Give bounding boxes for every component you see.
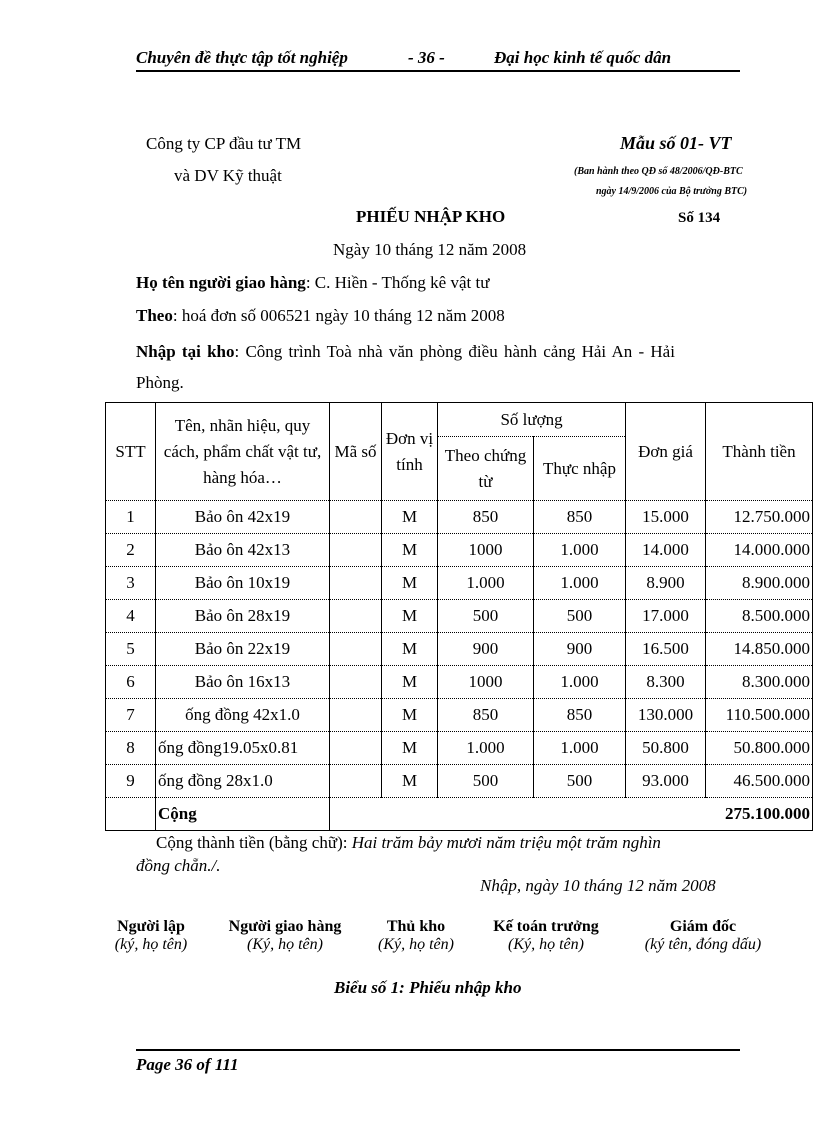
cell-code bbox=[330, 666, 382, 699]
table-row bbox=[106, 633, 813, 666]
form-issued-line1: (Ban hành theo QĐ số 48/2006/QĐ-BTC bbox=[574, 166, 743, 177]
footer-page: Page 36 of 111 bbox=[136, 1055, 239, 1074]
cell-qty-doc: 900 bbox=[438, 633, 534, 666]
col-header-qty-doc-line1: Theo chứng bbox=[444, 445, 527, 465]
cell-amount: 50.800.000 bbox=[706, 732, 813, 765]
words-label: Cộng thành tiền (bằng chữ): bbox=[156, 833, 352, 852]
cell-amount: 46.500.000 bbox=[706, 765, 813, 798]
cell-price: 16.500 bbox=[626, 633, 706, 666]
cell-qty-doc: 850 bbox=[438, 699, 534, 732]
cell-name: Bảo ôn 42x13 bbox=[156, 534, 330, 567]
figure-caption: Biểu số 1: Phiếu nhập kho bbox=[334, 978, 522, 997]
words-line1 bbox=[156, 833, 661, 853]
header-page-number: - 36 - bbox=[408, 48, 445, 67]
cell-name: Bảo ôn 10x19 bbox=[156, 567, 330, 600]
warehouse-value: : Công trình Toà nhà văn phòng điều hành cảng Hải An - Hải bbox=[234, 342, 675, 361]
cell-qty-actual: 1.000 bbox=[534, 666, 626, 699]
total-label: Cộng bbox=[156, 798, 330, 831]
cell-name: ống đồng19.05x0.81 bbox=[156, 732, 330, 765]
cell-qty-actual: 850 bbox=[534, 501, 626, 534]
place-date: Nhập, ngày 10 tháng 12 năm 2008 bbox=[480, 876, 716, 895]
cell-unit: M bbox=[382, 699, 438, 732]
cell-code bbox=[330, 765, 382, 798]
col-header-stt: STT bbox=[106, 403, 156, 501]
warehouse-line bbox=[136, 342, 675, 362]
col-header-price: Đơn giá bbox=[626, 403, 706, 501]
table-row bbox=[106, 765, 813, 798]
cell-qty-doc: 500 bbox=[438, 765, 534, 798]
words-value1: Hai trăm bảy mươi năm triệu một trăm nghìn bbox=[351, 833, 661, 852]
cell-qty-doc: 500 bbox=[438, 600, 534, 633]
table-row bbox=[106, 567, 813, 600]
cell-unit: M bbox=[382, 633, 438, 666]
company-line1: Công ty CP đầu tư TM bbox=[146, 134, 302, 153]
cell-unit: M bbox=[382, 732, 438, 765]
col-header-amount: Thành tiền bbox=[706, 403, 813, 501]
col-header-unit-line2: tính bbox=[396, 454, 423, 474]
goods-table bbox=[105, 402, 813, 831]
cell-qty-actual: 1.000 bbox=[534, 732, 626, 765]
col-header-code: Mã số bbox=[330, 403, 382, 501]
deliverer-line bbox=[136, 273, 489, 293]
cell-name: Bảo ôn 28x19 bbox=[156, 600, 330, 633]
signature-sub: (Ký, họ tên) bbox=[247, 936, 323, 953]
signature-storekeeper bbox=[368, 918, 464, 954]
company-line2: và DV Kỹ thuật bbox=[174, 166, 282, 185]
cell-stt bbox=[106, 798, 156, 831]
cell-name: ống đồng 42x1.0 bbox=[156, 699, 330, 732]
cell-price: 93.000 bbox=[626, 765, 706, 798]
cell-name: Bảo ôn 22x19 bbox=[156, 633, 330, 666]
cell-amount: 14.850.000 bbox=[706, 633, 813, 666]
cell-unit: M bbox=[382, 765, 438, 798]
cell-name: Bảo ôn 16x13 bbox=[156, 666, 330, 699]
cell-amount: 12.750.000 bbox=[706, 501, 813, 534]
cell-stt: 3 bbox=[106, 567, 156, 600]
cell-amount: 8.300.000 bbox=[706, 666, 813, 699]
cell-qty-actual: 1.000 bbox=[534, 534, 626, 567]
cell-stt: 5 bbox=[106, 633, 156, 666]
cell-code bbox=[330, 699, 382, 732]
signature-sub: (ký tên, đóng dấu) bbox=[644, 936, 762, 953]
warehouse-line2: Phòng. bbox=[136, 373, 184, 392]
col-header-name-line2: cách, phẩm chất vật tư, bbox=[163, 441, 322, 461]
basis-label: Theo bbox=[136, 306, 173, 325]
deliverer-value: : C. Hiền - Thống kê vật tư bbox=[305, 273, 490, 292]
deliverer-label: Họ tên người giao hàng bbox=[136, 273, 306, 292]
signature-title: Người lập bbox=[117, 918, 185, 935]
cell-stt: 9 bbox=[106, 765, 156, 798]
cell-qty-actual: 500 bbox=[534, 765, 626, 798]
table-row bbox=[106, 600, 813, 633]
cell-code bbox=[330, 633, 382, 666]
signature-sub: (ký, họ tên) bbox=[114, 936, 188, 953]
signature-chief-accountant bbox=[476, 918, 616, 954]
table-row bbox=[106, 666, 813, 699]
col-header-name-line3: hàng hóa… bbox=[203, 467, 282, 487]
cell-stt: 8 bbox=[106, 732, 156, 765]
cell-price: 8.300 bbox=[626, 666, 706, 699]
cell-price: 50.800 bbox=[626, 732, 706, 765]
cell-price: 8.900 bbox=[626, 567, 706, 600]
col-header-unit-line1: Đơn vị bbox=[385, 428, 434, 448]
form-issued-line2: ngày 14/9/2006 của Bộ trưởng BTC) bbox=[596, 186, 748, 197]
cell-code bbox=[330, 501, 382, 534]
signature-title: Người giao hàng bbox=[228, 918, 342, 935]
cell-name: Bảo ôn 42x19 bbox=[156, 501, 330, 534]
signature-sub: (Ký, họ tên) bbox=[378, 936, 454, 953]
cell-qty-doc: 1.000 bbox=[438, 732, 534, 765]
signature-director bbox=[628, 918, 778, 954]
basis-line bbox=[136, 306, 505, 326]
signature-title: Giám đốc bbox=[669, 918, 737, 935]
total-amount: 275.100.000 bbox=[330, 798, 813, 831]
cell-unit: M bbox=[382, 600, 438, 633]
cell-price: 14.000 bbox=[626, 534, 706, 567]
document-date: Ngày 10 tháng 12 năm 2008 bbox=[333, 240, 527, 259]
cell-stt: 6 bbox=[106, 666, 156, 699]
cell-unit: M bbox=[382, 501, 438, 534]
cell-name: ống đồng 28x1.0 bbox=[156, 765, 330, 798]
cell-unit: M bbox=[382, 567, 438, 600]
signature-sub: (Ký, họ tên) bbox=[508, 936, 584, 953]
col-header-name bbox=[156, 403, 330, 501]
table-row bbox=[106, 501, 813, 534]
header-right: Đại học kinh tế quốc dân bbox=[494, 48, 672, 67]
table-row bbox=[106, 732, 813, 765]
words-value2: đồng chẵn./. bbox=[136, 856, 221, 875]
warehouse-label: Nhập tại kho bbox=[136, 342, 235, 361]
cell-qty-doc: 1000 bbox=[438, 534, 534, 567]
table-row bbox=[106, 699, 813, 732]
cell-stt: 7 bbox=[106, 699, 156, 732]
cell-amount: 8.900.000 bbox=[706, 567, 813, 600]
header-left: Chuyên đề thực tập tốt nghiệp bbox=[136, 48, 348, 67]
signature-preparer bbox=[108, 918, 194, 954]
col-header-qty-doc bbox=[438, 437, 534, 501]
col-header-name-line1: Tên, nhãn hiệu, quy bbox=[174, 415, 311, 435]
cell-qty-doc: 1000 bbox=[438, 666, 534, 699]
cell-qty-actual: 1.000 bbox=[534, 567, 626, 600]
cell-qty-doc: 850 bbox=[438, 501, 534, 534]
cell-qty-actual: 900 bbox=[534, 633, 626, 666]
cell-qty-doc: 1.000 bbox=[438, 567, 534, 600]
cell-price: 17.000 bbox=[626, 600, 706, 633]
cell-price: 15.000 bbox=[626, 501, 706, 534]
cell-unit: M bbox=[382, 666, 438, 699]
footer-rule bbox=[136, 1049, 740, 1051]
signature-title: Kế toán trưởng bbox=[493, 918, 599, 935]
col-header-qty-doc-line2: từ bbox=[478, 471, 493, 491]
cell-price: 130.000 bbox=[626, 699, 706, 732]
table-row bbox=[106, 534, 813, 567]
cell-amount: 14.000.000 bbox=[706, 534, 813, 567]
col-header-unit bbox=[382, 403, 438, 501]
cell-code bbox=[330, 567, 382, 600]
total-row bbox=[106, 798, 813, 831]
document-number: Số 134 bbox=[678, 210, 721, 226]
form-code: Mẫu số 01- VT bbox=[620, 133, 732, 153]
cell-code bbox=[330, 534, 382, 567]
header-rule bbox=[136, 70, 740, 72]
col-header-qty-actual: Thực nhập bbox=[534, 437, 626, 501]
signature-deliverer bbox=[212, 918, 358, 954]
cell-amount: 110.500.000 bbox=[706, 699, 813, 732]
signature-title: Thủ kho bbox=[386, 918, 446, 935]
cell-qty-actual: 500 bbox=[534, 600, 626, 633]
document-title: PHIẾU NHẬP KHO bbox=[356, 207, 506, 226]
basis-value: : hoá đơn số 006521 ngày 10 tháng 12 năm 2008 bbox=[172, 306, 505, 325]
cell-code bbox=[330, 600, 382, 633]
cell-amount: 8.500.000 bbox=[706, 600, 813, 633]
cell-stt: 1 bbox=[106, 501, 156, 534]
cell-qty-actual: 850 bbox=[534, 699, 626, 732]
col-header-quantity: Số lượng bbox=[438, 403, 626, 437]
cell-unit: M bbox=[382, 534, 438, 567]
cell-stt: 4 bbox=[106, 600, 156, 633]
cell-stt: 2 bbox=[106, 534, 156, 567]
cell-code bbox=[330, 732, 382, 765]
